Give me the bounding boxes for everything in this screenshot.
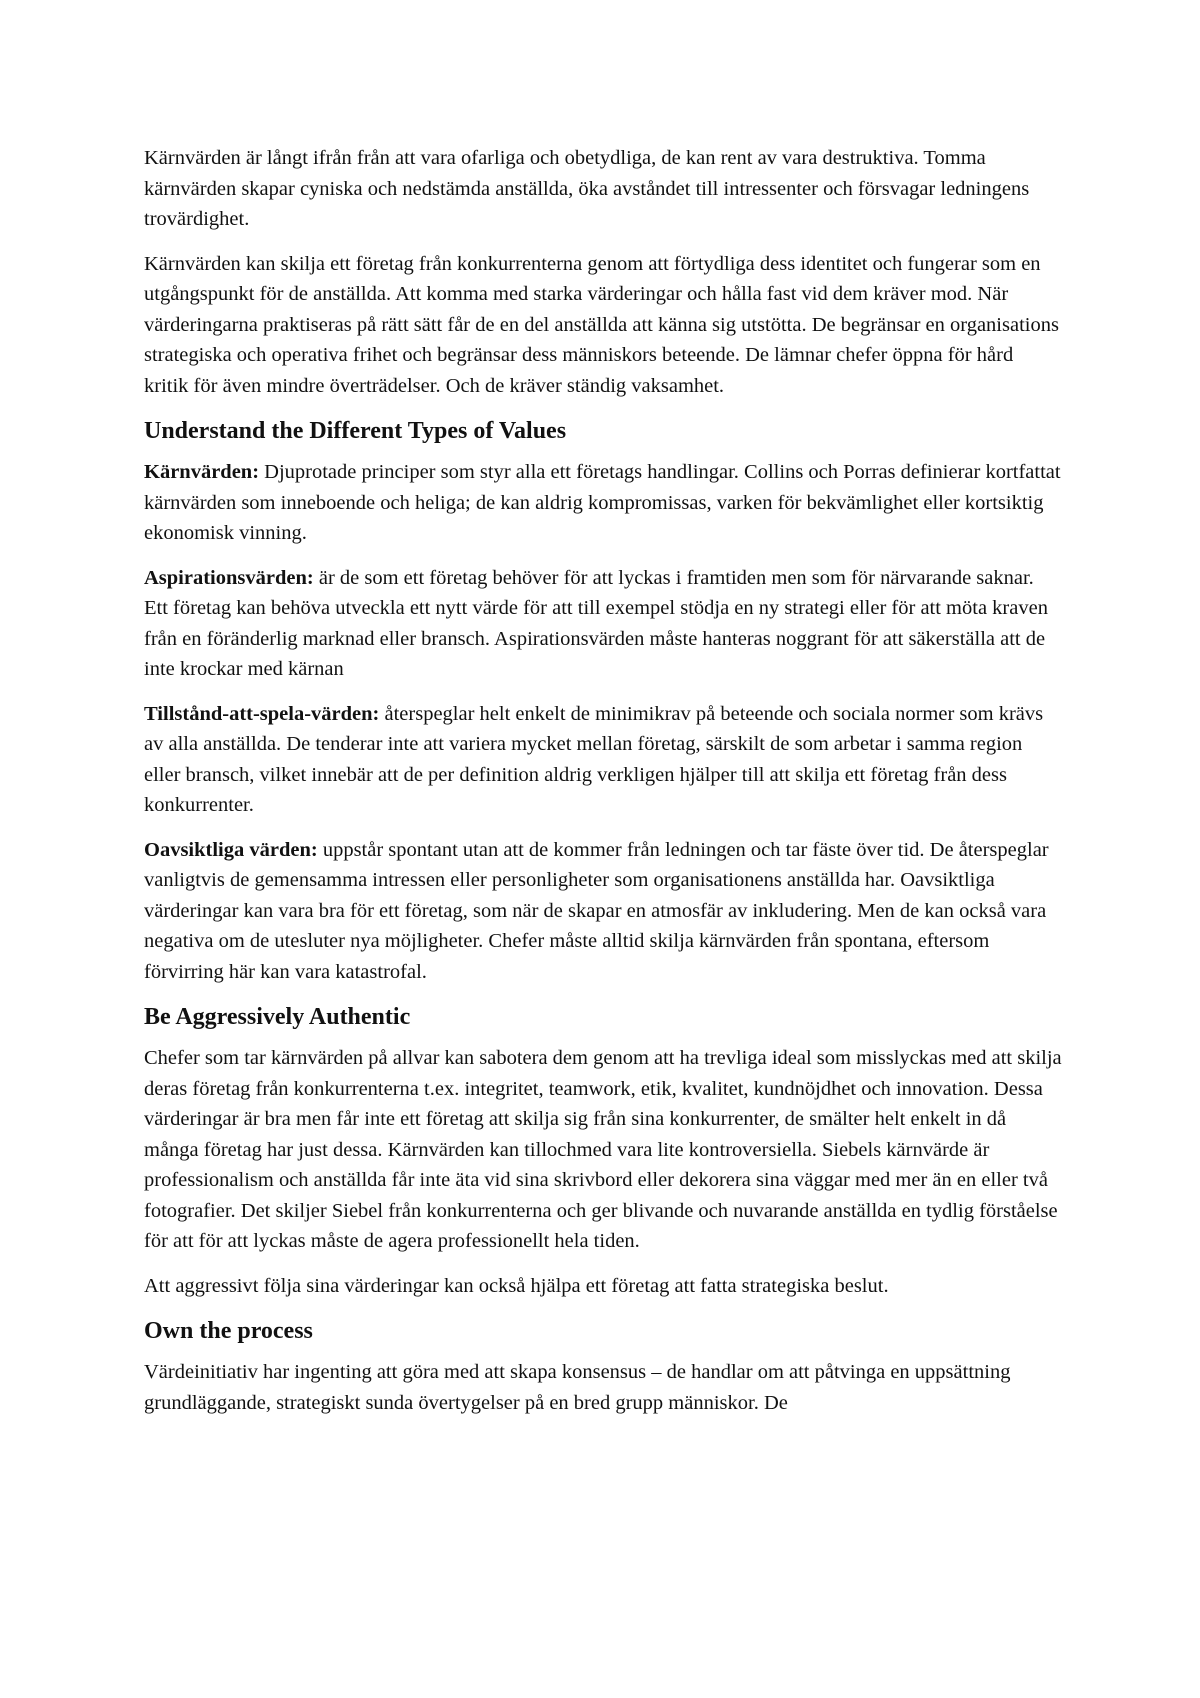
authentic-paragraph-1: Chefer som tar kärnvärden på allvar kan sabotera dem genom att ha trevliga ideal som misslyckas med att skilja deras företag från konkurrenterna t.ex. integritet, teamwork, etik, kvalitet, kundnöjdhet och innovation. Dessa värderingar är bra men får inte ett företag att skilja sig från sina konkurrenter, de smälter helt enkelt in då många företag har just dessa. Kärnvärden kan tillochmed vara lite kontroversiella. Siebels kärnvärde är professionalism och anställda får inte äta vid sina skrivbord eller dekorera sina väggar med mer än en eller två fotografier. Det skiljer Siebel från konkurrenterna och ger blivande och nuvarande anställda en tydlig förståelse för att för att lyckas måste de agera professionellt hela tiden. xyxy=(144,1047,1062,1252)
section-heading-own-the-process: Own the process xyxy=(144,1318,313,1344)
value-definition-aspirational xyxy=(144,563,1062,685)
value-definition-core xyxy=(144,457,1062,549)
intro-paragraph-2: Kärnvärden kan skilja ett företag från konkurrenterna genom att förtydliga dess identitet och fungerar som en utgångspunkt för de anställda. Att komma med starka värderingar och hålla fast vid dem kräver mod. När värderingarna praktiseras på rätt sätt får de en del anställda att känna sig utstötta. De begränsar en organisations strategiska och operativa frihet och begränsar dess människors beteende. De lämnar chefer öppna för hård kritik för även mindre överträdelser. Och de kräver ständig vaksamhet. xyxy=(144,252,1059,397)
value-description: uppstår spontant utan att de kommer från ledningen och tar fäste över tid. De återspeglar vanligtvis de gemensamma intressen eller personligheter som organisationens anställda har. Oavsiktliga värderingar kan vara bra för ett företag, som när de skapar en atmosfär av inkludering. Men de kan också vara negativa om de utesluter nya möjligheter. Chefer måste alltid skilja kärnvärden från spontana, eftersom förvirring här kan vara katastrofal. xyxy=(144,838,1049,983)
value-description: Djuprotade principer som styr alla ett företags handlingar. Collins och Porras definierar kortfattat kärnvärden som inneboende och heliga; de kan aldrig kompromissas, varken för bekvämlighet eller kortsiktig ekonomisk vinning. xyxy=(144,461,1061,544)
value-definition-permission-to-play xyxy=(144,699,1062,821)
value-term: Oavsiktliga värden: xyxy=(144,838,318,861)
value-definition-accidental xyxy=(144,835,1062,988)
section-heading-types-of-values: Understand the Different Types of Values xyxy=(144,418,567,444)
value-description: återspeglar helt enkelt de minimikrav på beteende och sociala normer som krävs av alla anställda. De tenderar inte att variera mycket mellan företag, särskilt de som arbetar i samma region eller bransch, vilket innebär att de per definition aldrig verkligen hjälper till att skilja ett företag från dess konkurrenter. xyxy=(144,702,1044,816)
value-term: Kärnvärden: xyxy=(144,461,260,483)
document-body xyxy=(144,143,1062,1432)
process-paragraph-1: Värdeinitiativ har ingenting att göra med att skapa konsensus – de handlar om att påtvinga en uppsättning grundläggande, strategiskt sunda övertygelser på en bred grupp människor. De xyxy=(144,1361,1011,1414)
section-heading-aggressively-authentic: Be Aggressively Authentic xyxy=(144,1004,411,1030)
value-description: är de som ett företag behöver för att lyckas i framtiden men som för närvarande saknar. Ett företag kan behöva utveckla ett nytt värde för att till exempel stödja en ny strategi eller för att möta kraven från en föränderlig marknad eller bransch. Aspirationsvärden måste hanteras noggrant för att säkerställa att de inte krockar med kärnan xyxy=(144,566,1048,680)
intro-paragraph-1: Kärnvärden är långt ifrån från att vara ofarliga och obetydliga, de kan rent av vara destruktiva. Tomma kärnvärden skapar cyniska och nedstämda anställda, öka avståndet till intressenter och försvagar ledningens trovärdighet. xyxy=(144,147,1030,230)
value-term: Tillstånd-att-spela-värden: xyxy=(144,702,380,725)
value-term: Aspirationsvärden: xyxy=(144,566,314,589)
authentic-paragraph-2: Att aggressivt följa sina värderingar kan också hjälpa ett företag att fatta strategiska beslut. xyxy=(144,1274,889,1297)
